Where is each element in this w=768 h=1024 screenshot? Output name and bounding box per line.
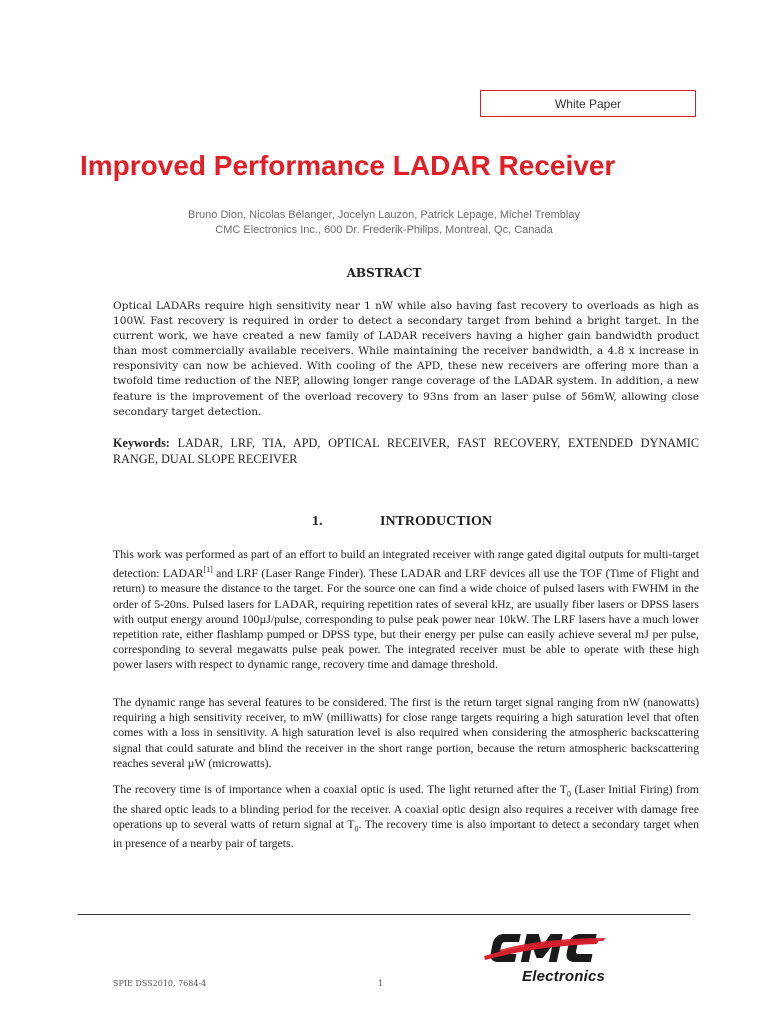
abstract-heading: ABSTRACT xyxy=(346,266,422,280)
doc-type-box xyxy=(480,90,696,117)
author-block xyxy=(0,208,768,238)
intro-p3-text-c: . The recovery time is also important to detect a secondary target when in presence of a nearby pair of targets. xyxy=(113,816,699,851)
keywords xyxy=(113,436,699,467)
section-number: 1. xyxy=(312,514,323,529)
logo-subtitle: Electronics xyxy=(522,968,606,985)
footer-divider xyxy=(78,914,690,915)
author-names: Bruno Dion, Nicolas Bélanger, Jocelyn Lauzon, Patrick Lepage, Michel Tremblay xyxy=(188,209,580,221)
page-number: 1 xyxy=(378,979,384,988)
abstract-body: Optical LADARs require high sensitivity near 1 nW while also having fast recovery to overloads as high as 100W. Fast recovery is required in order to detect a secondary target from behind a bright target. In the current work, we have created a new family of LADAR receivers having a higher gain bandwidth product than most commercially available receivers. While maintaining the receiver bandwidth, a 4.8 x increase in responsivity can now be achieved. With cooling of the APD, these new receivers are offering more than a twofold time reduction of the NEP, allowing longer range coverage of the LADAR system. In addition, a new feature is the improvement of the overload recovery to 93ns from an laser pulse of 56mW, allowing close secondary target detection. xyxy=(113,300,699,418)
intro-p3-text-b: (Laser Initial Firing) from the shared optic leads to a blinding period for the receiver. A coaxial optic design also requires a receiver with damage free operations up to several watts of return signal at T xyxy=(113,782,699,831)
subscript-0: 0 xyxy=(566,789,571,799)
paper-title: Improved Performance LADAR Receiver xyxy=(80,150,616,181)
author-affiliation: CMC Electronics Inc., 600 Dr. Frederik-Philips, Montreal, Qc, Canada xyxy=(215,224,553,236)
intro-paragraph-3 xyxy=(113,782,699,852)
intro-paragraph-2: The dynamic range has several features to be considered. The first is the return target signal ranging from nW (nanowatts) requiring a high sensitivity receiver, to mW (milliwatts) for close range targets requiring a high saturation level that often comes with a loss in sensitivity. A high saturation level is also required when considering the atmospheric backscattering signal that could saturate and blind the receiver in the short range portion, because the return atmospheric backscattering reaches several µW (microwatts). xyxy=(113,695,699,770)
citation-ref: [1] xyxy=(203,565,213,575)
cmc-logo-mark xyxy=(484,928,624,968)
doc-type-label: White Paper xyxy=(554,96,622,111)
footer-citation: SPIE DSS2010, 7684-4 xyxy=(113,979,207,988)
intro-p3-text-a: The recovery time is of importance when a coaxial optic is used. The light returned after the T xyxy=(113,782,567,796)
section-title: INTRODUCTION xyxy=(380,514,493,529)
subscript-0: 0 xyxy=(354,824,359,834)
intro-p1-text-a: This work was performed as part of an effort to build an integrated receiver with range gated digital outputs for multi-target detection: LADAR xyxy=(113,547,699,581)
intro-p1-text-b: and LRF (Laser Range Finder). These LADAR and LRF devices all use the TOF (Time of Flight and return) to measure the distance to the target. For the source one can find a wide choice of pulsed lasers with FWHM in the order of 5-20ns. Pulsed lasers for LADAR, requiring repetition rates of several kHz, are usually fiber lasers or DPSS lasers with output energy around 100µJ/pulse, corresponding to pulse peak power near 10kW. The LRF lasers have a much lower repetition rate, either flashlamp pumped or DPSS type, but their energy per pulse can easily achieve several mJ per pulse, corresponding to several megawatts pulse peak power. The integrated receiver must be able to operate with these high power lasers with respect to dynamic range, recovery time and damage threshold. xyxy=(113,566,699,672)
keywords-label: Keywords: xyxy=(113,436,170,450)
intro-paragraph-1 xyxy=(113,547,699,673)
keywords-text: LADAR, LRF, TIA, APD, OPTICAL RECEIVER, FAST RECOVERY, EXTENDED DYNAMIC RANGE, DUAL SLOPE RECEIVER xyxy=(113,436,699,466)
cmc-logo xyxy=(480,928,640,988)
